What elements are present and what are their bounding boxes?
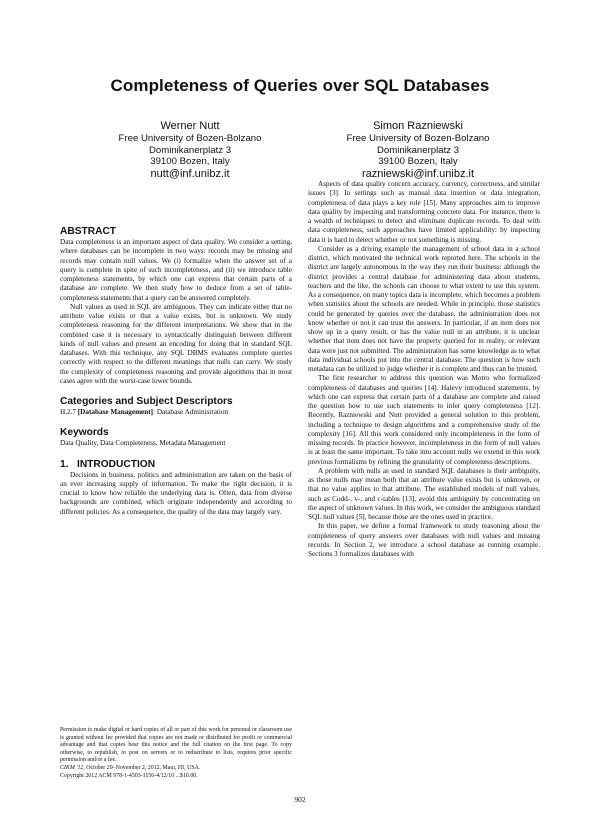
venue-name: CIKM '12, (60, 764, 85, 771)
body-paragraph: Consider as a driving example the management of school data in a school district, which motivated the technical work reported here. The schools in the district are largely autonomous in the way they run their business: although the district provides a central database for administering data about students, teachers and the like, the schools can choose to what extent to use this system. As a consequence, on many topics data is incomplete, which becomes a problem when statistics about the schools are needed. While in principle, those statistics could be generated by queries over the database, the administration does not know whether or not it can trust the answers. In particular, if an item does not show up in a query result, or has the value null in an attribute, it is unclear whether that item does not have the property queried for in reality, or relevant data were just not submitted. The administration has some knowledge as to what data individual schools put into the central database. The question is how such metadata can be utilized to judge whether it is complete and thus can be trusted. (308, 244, 540, 373)
right-column (308, 180, 540, 559)
author-name: Werner Nutt (160, 120, 220, 132)
body-paragraph: Aspects of data quality concern accuracy, currency, correctness, and similar issues [3]. In settings such as manual data insertion or data integration, completeness of data plays a key role [15]. Many approaches aim to improve data quality by inspecting and transforming concrete data. For instance, there is a wealth of techniques to detect and eliminate duplicate records. To deal with data completeness, such approaches have limited applicability: by inspecting data it is hard to detect whether or not something is missing. (308, 180, 540, 244)
body-paragraph: The first researcher to address this question was Motro who formalized completeness of databases and queries [14]. Halevy introduced statements, by which one can express that certain parts of a database are complete and raised the question how to use such statements to infer query completeness [12]. Recently, Razniewski and Nutt provided a general solution to this problem, including a technique to design algorithms and a comprehensive study of the complexity [16]. All this work considered only incompleteness in the form of missing records. In practice however, incompleteness in the form of null values is at least the same important. To take into account nulls we extend in this work previous formalisms by refining the granularity of completeness descriptions. (308, 374, 540, 466)
author-address-line1: Dominikanerplatz 3 (148, 144, 232, 156)
category-rest: : Database Administration (153, 408, 229, 416)
left-column (60, 226, 292, 517)
introduction-paragraph: Decisions in business, politics and administration are taken on the basis of an ever increasing supply of information. To make the right decision, it is crucial to know how reliable the underlying data is. Often, data from diverse backgrounds are combined, which originate independently and according to different policies. As a consequence, the quality of the data may largely vary. (60, 470, 292, 516)
venue-details: October 29–November 2, 2012, Maui, HI, USA. (84, 764, 201, 771)
keywords-heading: Keywords (60, 427, 109, 439)
author-email: nutt@inf.unibz.it (150, 167, 230, 180)
category-name: [Database Management] (77, 408, 154, 416)
author-block-2 (318, 120, 518, 181)
venue-line (60, 765, 292, 773)
categories-text (60, 408, 292, 417)
abstract-paragraph: Null values as used in SQL are ambiguous. They can indicate either that no attribute value exists or that a value exists, but is unknown. We study completeness reasoning for the different interpretations. We show that in the combined case it is necessary to syntactically distinguish between different kinds of null values and present an encoding for doing that in standard SQL databases. With this technique, any SQL DBMS evaluates complete queries correctly with respect to the different meanings that nulls can carry. We study the complexity of completeness reasoning and provide algorithms that in most cases agree with the worst-case lower bounds. (60, 302, 292, 385)
author-email: razniewski@inf.unibz.it (361, 167, 475, 180)
abstract-heading: ABSTRACT (60, 226, 117, 237)
author-affiliation: Free University of Bozen-Bolzano (118, 133, 262, 144)
body-paragraph: A problem with nulls as used in standard SQL databases is their ambiguity, as those nulls may mean both that an attribute value exists but is unknown, or that no value applies to that attribute. The established models of null values, such as Codd-, v-, and c-tables [13], avoid this ambiguity by concentrating on the aspect of unknown values. In this work, we consider the ambiguous standard SQL null values [5], because those are the ones used in practice. (308, 466, 540, 521)
copyright-line: Copyright 2012 ACM 978-1-4503-1156-4/12/10 ...$10.00. (60, 772, 198, 779)
author-block-1 (90, 120, 290, 181)
author-address-line1: Dominikanerplatz 3 (376, 144, 460, 156)
author-name: Simon Razniewski (373, 120, 463, 132)
author-address-line2: 39100 Bozen, Italy (378, 156, 458, 168)
author-address-line2: 39100 Bozen, Italy (150, 156, 230, 168)
categories-heading: Categories and Subject Descriptors (60, 396, 233, 407)
copyright-footnote (60, 727, 292, 780)
category-code: H.2.7 (60, 408, 76, 416)
author-affiliation: Free University of Bozen-Bolzano (346, 133, 490, 144)
body-paragraph: In this paper, we define a formal framework to study reasoning about the completeness of query answers over databases with null values and missing records. In Section 2, we introduce a school database as running example. Sections 3 formalizes databases with (308, 522, 540, 558)
permission-notice: Permission to make digital or hard copies of all or part of this work for personal or classroom use is granted without fee provided that copies are not made or distributed for profit or commercial advantage and that copies bear this notice and the full citation on the first page. To copy otherwise, to republish, to post on servers or to redistribute to lists, requires prior specific permission and/or a fee. (60, 727, 292, 764)
introduction-heading: 1. INTRODUCTION (60, 458, 156, 470)
abstract-paragraph: Data completeness is an important aspect of data quality. We consider a setting, where databases can be incomplete in two ways: records may be missing and records may contain null values. We (i) formalize when the answer set of a query is complete in spite of such incompleteness, and (ii) we introduce table completeness statements, by which one can express that certain parts of a database are complete. We then study how to deduce from a set of table-completeness statements that a query can be answered completely. (60, 238, 292, 302)
keywords-text: Data Quality, Data Completeness, Metadata Management (60, 439, 226, 448)
page-number: 902 (294, 795, 306, 804)
paper-title: Completeness of Queries over SQL Databases (110, 76, 490, 95)
